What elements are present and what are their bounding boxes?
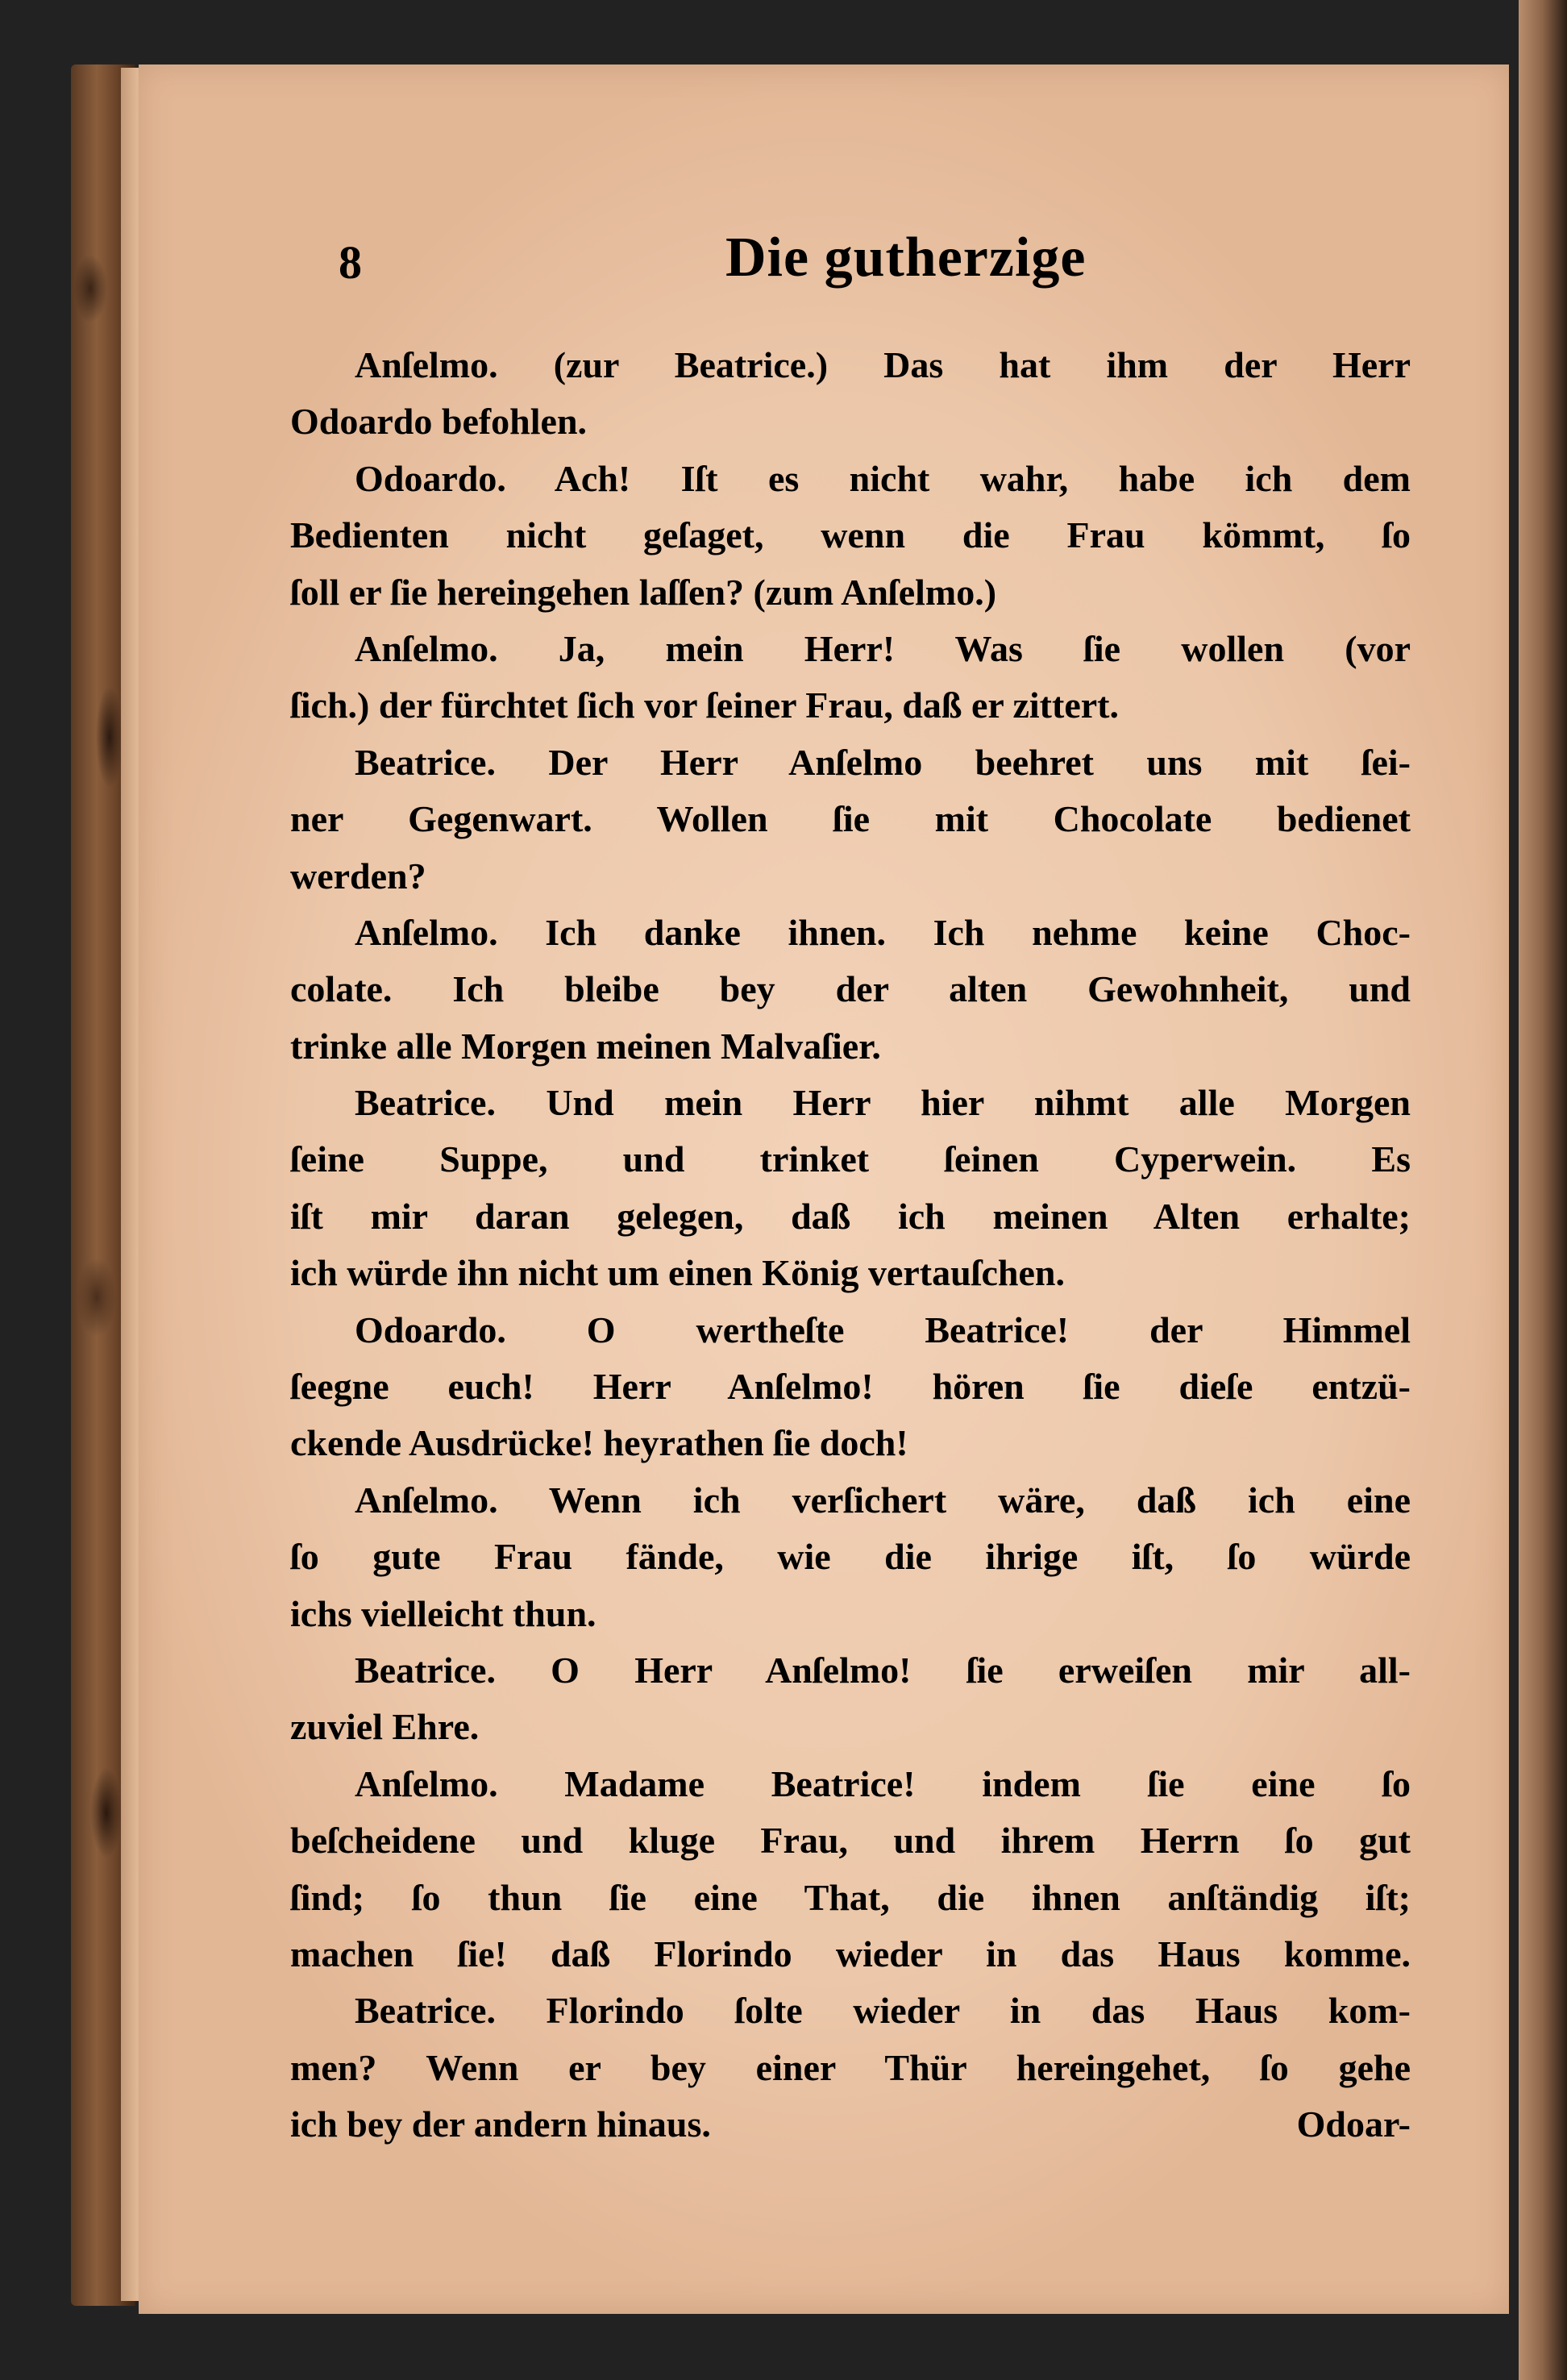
text-line: colate. Ich bleibe bey der alten Gewohnheit, und <box>290 968 1411 1010</box>
text-line: Anſelmo. Wenn ich verſichert wäre, daß ich eine <box>355 1479 1411 1521</box>
text-line: Beatrice. Der Herr Anſelmo beehret uns mit ſei- <box>355 741 1411 783</box>
text-line: Beatrice. Und mein Herr hier nihmt alle Morgen <box>355 1082 1411 1124</box>
text-line: ich würde ihn nicht um einen König vertauſchen. <box>290 1252 1065 1294</box>
text-line: Beatrice. O Herr Anſelmo! ſie erweiſen mir all- <box>355 1649 1411 1691</box>
final-text-line <box>290 2096 1411 2153</box>
page-number: 8 <box>339 236 362 289</box>
text-line: Anſelmo. Madame Beatrice! indem ſie eine ſo <box>355 1762 1411 1804</box>
text-line: beſcheidene und kluge Frau, und ihrem Herrn ſo gut <box>290 1820 1411 1862</box>
text-line: Anſelmo. (zur Beatrice.) Das hat ihm der Herr <box>355 344 1411 385</box>
text-line: Odoardo. Ach! Iſt es nicht wahr, habe ich dem <box>355 457 1411 499</box>
binding-gutter <box>1519 0 1567 2380</box>
text-line: ſeegne euch! Herr Anſelmo! hören ſie dieſe entzü- <box>290 1366 1411 1408</box>
text-line: iſt mir daran gelegen, daß ich meinen Alten erhalte; <box>290 1195 1411 1237</box>
text-line: Odoardo befohlen. <box>290 401 588 443</box>
page-header <box>339 211 1419 308</box>
text-line: ſeine Suppe, und trinket ſeinen Cyperwein. Es <box>290 1138 1411 1180</box>
text-line: ſich.) der fürchtet ſich vor ſeiner Frau, daß er zittert. <box>290 684 1119 726</box>
text-line: Anſelmo. Ich danke ihnen. Ich nehme keine Choc- <box>355 911 1411 953</box>
text-line: Beatrice. Florindo ſolte wieder in das Haus kom- <box>355 1990 1411 2032</box>
running-title: Die gutherzige <box>725 227 1087 289</box>
catchword: Odoar- <box>1296 2103 1411 2145</box>
text-line: ner Gegenwart. Wollen ſie mit Chocolate bedienet <box>290 798 1411 840</box>
text-line: ſo gute Frau fände, wie die ihrige iſt, ſo würde <box>290 1536 1411 1578</box>
final-line-text: ich bey der andern hinaus. <box>290 2103 711 2145</box>
text-line: Bedienten nicht geſaget, wenn die Frau kömmt, ſo <box>290 514 1411 556</box>
text-line: werden? <box>290 855 426 897</box>
text-body <box>290 337 1411 2153</box>
text-line: men? Wenn er bey einer Thür hereingehet, ſo gehe <box>290 2046 1411 2088</box>
text-line: ſoll er ſie hereingehen laſſen? (zum Anſelmo.) <box>290 571 997 613</box>
text-line: machen ſie! daß Florindo wieder in das Haus komme. <box>290 1933 1411 1974</box>
text-line: trinke alle Morgen meinen Malvaſier. <box>290 1025 881 1067</box>
text-line: Anſelmo. Ja, mein Herr! Was ſie wollen (vor <box>355 627 1411 669</box>
text-line: ſind; ſo thun ſie eine That, die ihnen anſtändig iſt; <box>290 1876 1411 1918</box>
text-line: ichs vielleicht thun. <box>290 1592 596 1634</box>
text-line: zuviel Ehre. <box>290 1706 480 1748</box>
text-line: Odoardo. O wertheſte Beatrice! der Himmel <box>355 1309 1411 1350</box>
text-line: ckende Ausdrücke! heyrathen ſie doch! <box>290 1422 908 1464</box>
